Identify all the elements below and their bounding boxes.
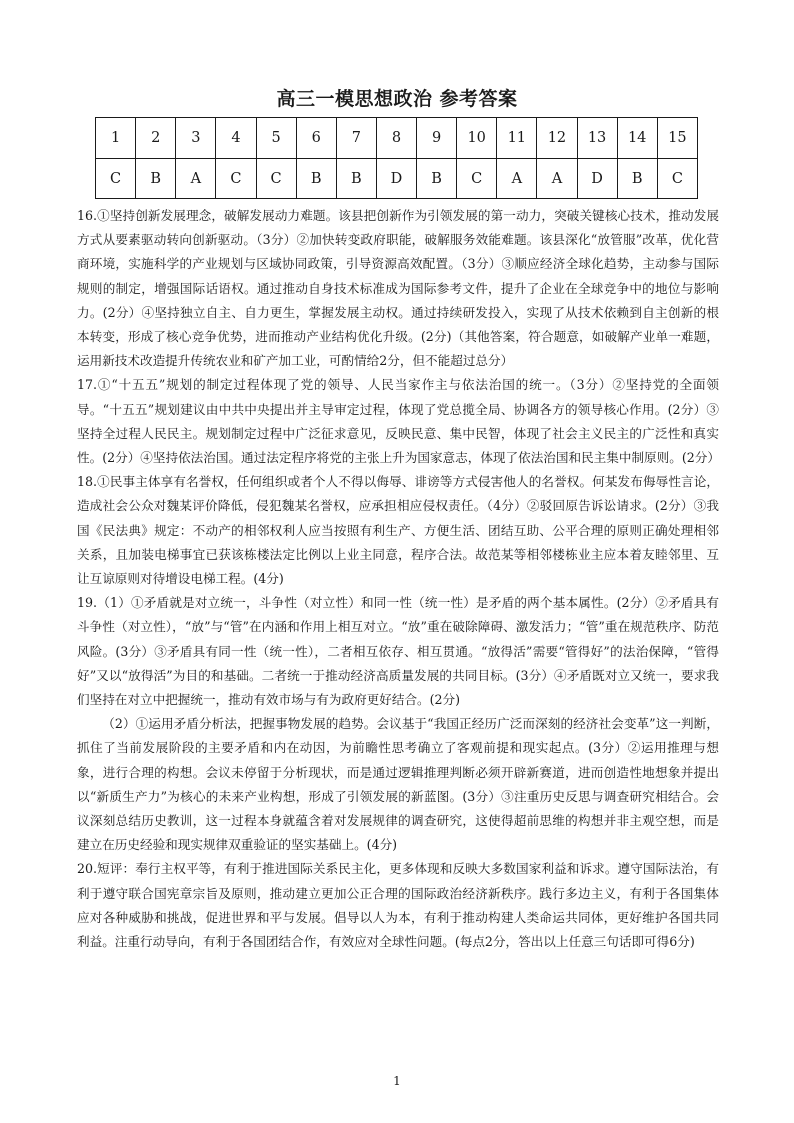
answer-cell: A <box>176 159 216 199</box>
question-number-cell: 9 <box>417 118 457 159</box>
question-number-cell: 12 <box>537 118 577 159</box>
page-title: 高三一模思想政治 参考答案 <box>276 88 518 110</box>
question-number-cell: 11 <box>497 118 537 159</box>
answer-18: 18.①民事主体享有名誉权，任何组织或者个人不得以侮辱、诽谤等方式侵害他人的名誉权。何某发布侮辱性言论，造成社会公众对魏某评价降低，侵犯魏某名誉权，应承担相应侵权责任。（4分）②驳回原告诉讼请求。(2分）③我国《民法典》规定：不动产的相邻权利人应当按照有利生产、方便生活、团结互助、公平合理的原则正确处理相邻关系，且加装电梯事宜已获该栋楼法定比例以上业主同意，程序合法。故范某等相邻楼栋业主应本着友睦邻里、互让互谅原则对待增设电梯工程。(4分) <box>77 474 719 587</box>
question-number-cell: 1 <box>96 118 136 159</box>
answer-19-part-2: （2）①运用矛盾分析法，把握事物发展的趋势。会议基于“我国正经历广泛而深刻的经济社会变革”这一判断，抓住了当前发展阶段的主要矛盾和内在动因，为前瞻性思考确立了客观前提和现实起点。(3分）②运用推理与想象，进行合理的构想。会议未停留于分析现状，而是通过逻辑推理判断必须开辟新赛道，进而创造性地想象并提出以“新质生产力”为核心的未来产业构想，形成了引领发展的新蓝图。(3分）③注重历史反思与调查研究相结合。会议深刻总结历史教训，这一过程本身就蕴含着对发展规律的调查研究，这使得超前思维的构想并非主观空想，而是建立在历史经验和现实规律双重验证的坚实基础上。(4分) <box>77 716 719 853</box>
question-number-cell: 15 <box>657 118 697 159</box>
question-number-cell: 4 <box>216 118 256 159</box>
answer-cell: C <box>256 159 296 199</box>
answer-19-part-1: 19.（1）①矛盾就是对立统一，斗争性（对立性）和同一性（统一性）是矛盾的两个基本属性。(2分）②矛盾具有斗争性（对立性），“放”与“管”在内涵和作用上相互对立。“放”重在破除障碍、激发活力；“管”重在规范秩序、防范风险。(3分）③矛盾具有同一性（统一性），二者相互依存、相互贯通。“放得活”需要“管得好”的法治保障，“管得好”又以“放得活”为目的和基础。二者统一于推动经济高质量发展的共同目标。(3分）④矛盾既对立又统一，要求我们坚持在对立中把握统一，推动有效市场与有为政府更好结合。(2分) <box>77 595 719 708</box>
answer-cell: C <box>657 159 697 199</box>
answer-cell: B <box>336 159 376 199</box>
answer-cell: D <box>577 159 617 199</box>
question-number-cell: 5 <box>256 118 296 159</box>
question-number-cell: 2 <box>136 118 176 159</box>
page-number: 1 <box>393 1074 401 1088</box>
question-number-cell: 13 <box>577 118 617 159</box>
answer-17: 17.①“十五五”规划的制定过程体现了党的领导、人民当家作主与依法治国的统一。（3分）②坚持党的全面领导。“十五五”规划建议由中共中央提出并主导审定过程，体现了党总揽全局、协调各方的领导核心作用。(2分）③坚持全过程人民民主。规划制定过程中广泛征求意见，反映民意、集中民智，体现了社会主义民主的广泛性和真实性。(2分）④坚持依法治国。通过法定程序将党的主张上升为国家意志，体现了依法治国和民主集中制原则。(2分） <box>77 377 720 466</box>
answer-cell: B <box>617 159 657 199</box>
answer-key-table <box>95 117 698 199</box>
answer-cell: C <box>216 159 256 199</box>
answer-cell: A <box>537 159 577 199</box>
question-number-cell: 7 <box>336 118 376 159</box>
question-number-cell: 3 <box>176 118 216 159</box>
question-number-cell: 8 <box>376 118 416 159</box>
answer-cell: D <box>376 159 416 199</box>
question-number-cell: 10 <box>457 118 497 159</box>
answer-cell: B <box>417 159 457 199</box>
answer-cell: C <box>96 159 136 199</box>
answer-cell: A <box>497 159 537 199</box>
question-number-cell: 14 <box>617 118 657 159</box>
answer-cell: B <box>136 159 176 199</box>
answer-16: 16.①坚持创新发展理念，破解发展动力难题。该县把创新作为引领发展的第一动力，突破关键核心技术，推动发展方式从要素驱动转向创新驱动。（3分）②加快转变政府职能，破解服务效能难题。该县深化“放管服”改革，优化营商环境，实施科学的产业规划与区域协同政策，引导资源高效配置。（3分）③顺应经济全球化趋势，主动参与国际规则的制定，增强国际话语权。通过推动自身技术标准成为国际参考文件，提升了企业在全球竞争中的地位与影响力。(2分）④坚持独立自主、自力更生，掌握发展主动权。通过持续研发投入，实现了从技术依赖到自主创新的根本转变，形成了核心竞争优势，进而推动产业结构优化升级。(2分)（其他答案，符合题意，如破解产业单一难题，运用新技术改造提升传统农业和矿产加工业，可酌情给2分，但不能超过总分） <box>77 208 719 369</box>
question-number-row <box>96 118 698 159</box>
answer-20: 20.短评：奉行主权平等，有利于推进国际关系民主化，更多体现和反映大多数国家利益和诉求。遵守国际法治，有利于遵守联合国宪章宗旨及原则，推动建立更加公正合理的国际政治经济新秩序。践行多边主义，有利于各国集体应对各种威胁和挑战，促进世界和平与发展。倡导以人为本，有利于推动构建人类命运共同体，更好维护各国共同利益。注重行动导向，有利于各国团结合作，有效应对全球性问题。(每点2分，答出以上任意三句话即可得6分) <box>77 861 719 950</box>
answer-explanations <box>77 204 719 954</box>
answer-row <box>96 159 698 199</box>
question-number-cell: 6 <box>296 118 336 159</box>
answer-cell: B <box>296 159 336 199</box>
answer-cell: C <box>457 159 497 199</box>
